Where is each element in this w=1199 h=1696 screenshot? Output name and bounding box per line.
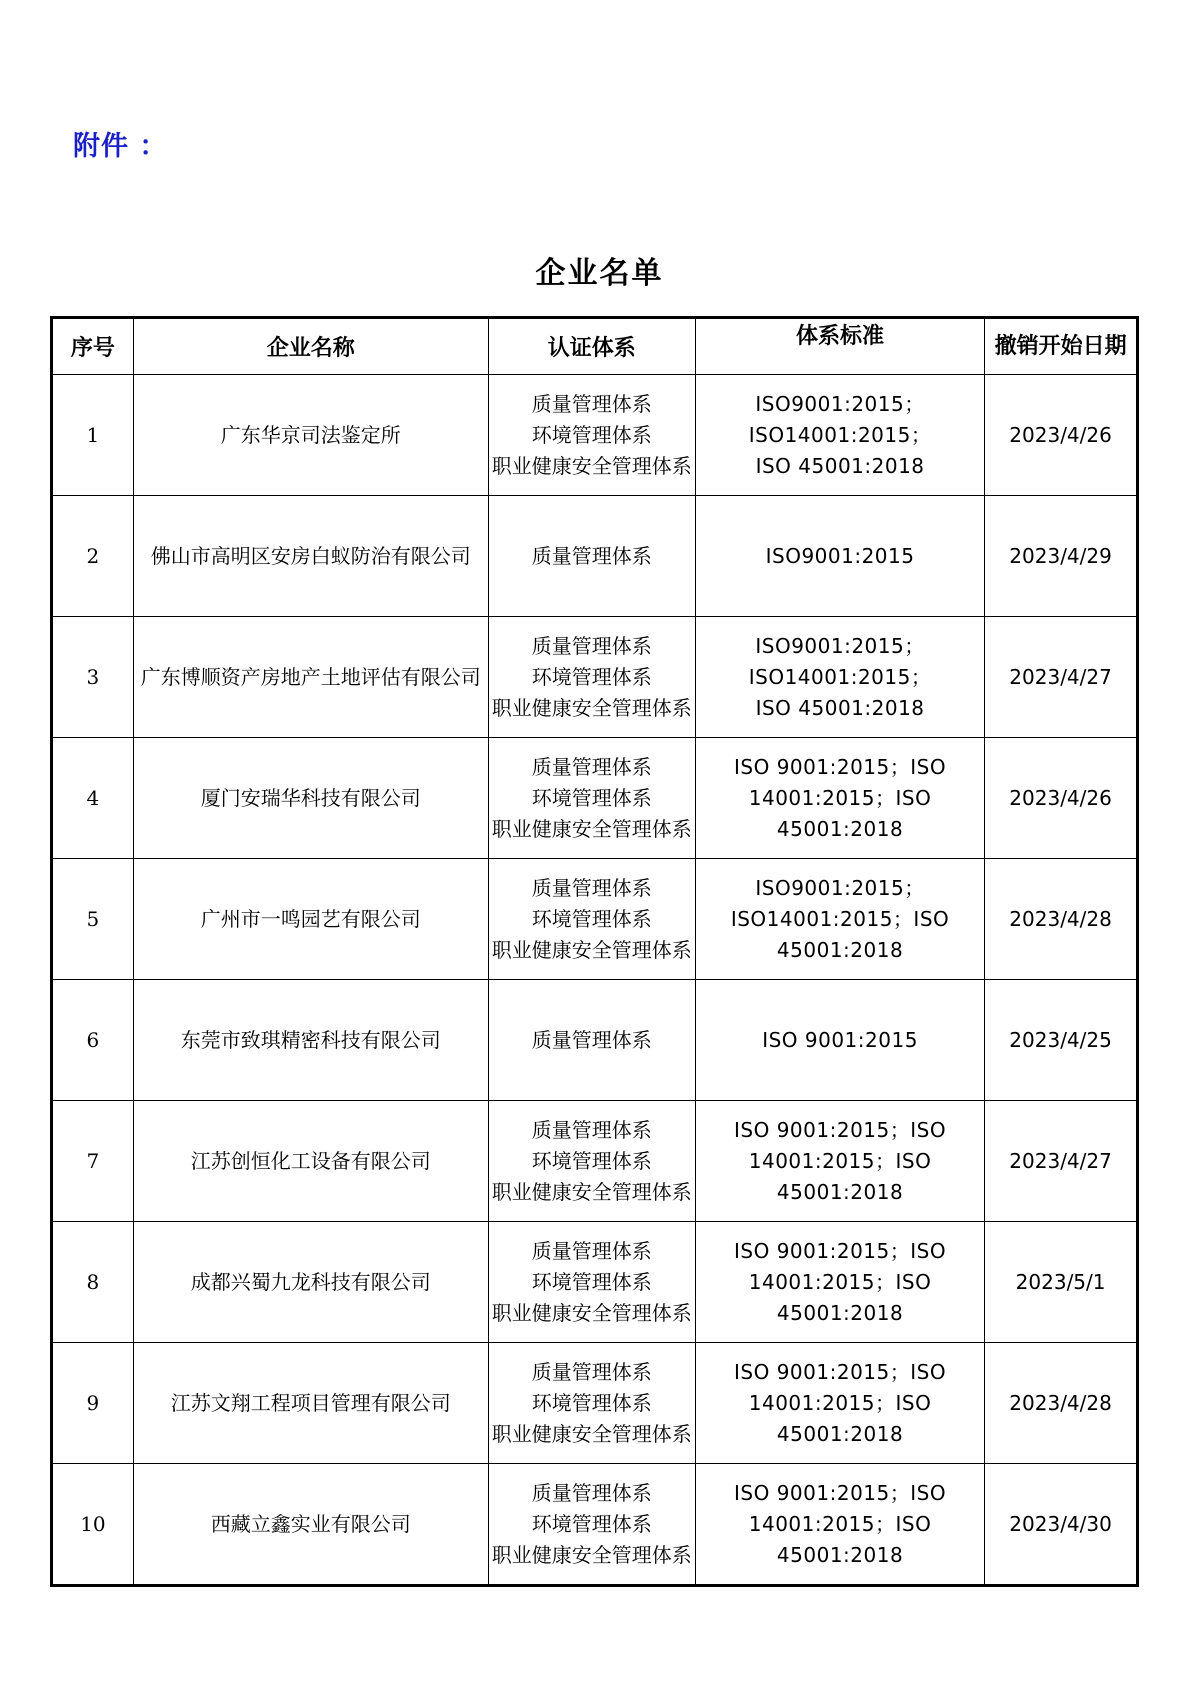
revocation-date-cell: 2023/4/28 bbox=[985, 859, 1138, 980]
attachment-label: 附件 ： bbox=[73, 131, 168, 162]
table-row bbox=[52, 1222, 1138, 1343]
table-row bbox=[52, 1464, 1138, 1586]
table-row bbox=[52, 375, 1138, 496]
system-standard-cell: ISO 9001:2015；ISO 14001:2015；ISO 45001:2018 bbox=[695, 1101, 984, 1222]
header-company: 企业名称 bbox=[133, 318, 488, 375]
table-row bbox=[52, 1343, 1138, 1464]
company-name-cell: 西藏立鑫实业有限公司 bbox=[133, 1464, 488, 1586]
header-system: 认证体系 bbox=[488, 318, 695, 375]
company-table bbox=[50, 316, 1139, 1587]
revocation-date-cell: 2023/4/26 bbox=[985, 738, 1138, 859]
seq-cell: 9 bbox=[52, 1343, 134, 1464]
seq-cell: 3 bbox=[52, 617, 134, 738]
revocation-date-cell: 2023/4/28 bbox=[985, 1343, 1138, 1464]
system-standard-cell: ISO 9001:2015；ISO 14001:2015；ISO 45001:2018 bbox=[695, 1343, 984, 1464]
header-seq: 序号 bbox=[52, 318, 134, 375]
system-standard-cell: ISO9001:2015； ISO14001:2015； ISO 45001:2018 bbox=[695, 375, 984, 496]
company-name-cell: 东莞市致琪精密科技有限公司 bbox=[133, 980, 488, 1101]
certification-system-cell: 质量管理体系 环境管理体系 职业健康安全管理体系 bbox=[488, 617, 695, 738]
company-name-cell: 成都兴蜀九龙科技有限公司 bbox=[133, 1222, 488, 1343]
company-name-cell: 江苏创恒化工设备有限公司 bbox=[133, 1101, 488, 1222]
certification-system-cell: 质量管理体系 环境管理体系 职业健康安全管理体系 bbox=[488, 1101, 695, 1222]
header-date: 撤销开始日期 bbox=[985, 318, 1138, 375]
seq-cell: 7 bbox=[52, 1101, 134, 1222]
system-standard-cell: ISO 9001:2015；ISO 14001:2015；ISO 45001:2018 bbox=[695, 1222, 984, 1343]
header-standard: 体系标准 bbox=[695, 318, 984, 375]
system-standard-cell: ISO 9001:2015；ISO 14001:2015；ISO 45001:2018 bbox=[695, 738, 984, 859]
company-name-cell: 广州市一鸣园艺有限公司 bbox=[133, 859, 488, 980]
page-title: 企业名单 bbox=[535, 256, 664, 291]
certification-system-cell: 质量管理体系 环境管理体系 职业健康安全管理体系 bbox=[488, 859, 695, 980]
seq-cell: 2 bbox=[52, 496, 134, 617]
certification-system-cell: 质量管理体系 环境管理体系 职业健康安全管理体系 bbox=[488, 1464, 695, 1586]
certification-system-cell: 质量管理体系 环境管理体系 职业健康安全管理体系 bbox=[488, 738, 695, 859]
seq-cell: 4 bbox=[52, 738, 134, 859]
table-row bbox=[52, 617, 1138, 738]
company-name-cell: 广东博顺资产房地产土地评估有限公司 bbox=[133, 617, 488, 738]
revocation-date-cell: 2023/4/30 bbox=[985, 1464, 1138, 1586]
seq-cell: 10 bbox=[52, 1464, 134, 1586]
table-row bbox=[52, 980, 1138, 1101]
certification-system-cell: 质量管理体系 bbox=[488, 980, 695, 1101]
seq-cell: 5 bbox=[52, 859, 134, 980]
system-standard-cell: ISO9001:2015； ISO14001:2015；ISO 45001:2018 bbox=[695, 859, 984, 980]
revocation-date-cell: 2023/5/1 bbox=[985, 1222, 1138, 1343]
certification-system-cell: 质量管理体系 环境管理体系 职业健康安全管理体系 bbox=[488, 1343, 695, 1464]
table-row bbox=[52, 859, 1138, 980]
company-name-cell: 江苏文翔工程项目管理有限公司 bbox=[133, 1343, 488, 1464]
system-standard-cell: ISO 9001:2015 bbox=[695, 980, 984, 1101]
table-row bbox=[52, 496, 1138, 617]
revocation-date-cell: 2023/4/26 bbox=[985, 375, 1138, 496]
table-row bbox=[52, 738, 1138, 859]
system-standard-cell: ISO9001:2015 bbox=[695, 496, 984, 617]
certification-system-cell: 质量管理体系 环境管理体系 职业健康安全管理体系 bbox=[488, 375, 695, 496]
table-header-row bbox=[52, 318, 1138, 375]
system-standard-cell: ISO 9001:2015；ISO 14001:2015；ISO 45001:2018 bbox=[695, 1464, 984, 1586]
company-name-cell: 佛山市高明区安房白蚁防治有限公司 bbox=[133, 496, 488, 617]
revocation-date-cell: 2023/4/27 bbox=[985, 1101, 1138, 1222]
system-standard-cell: ISO9001:2015； ISO14001:2015； ISO 45001:2018 bbox=[695, 617, 984, 738]
revocation-date-cell: 2023/4/25 bbox=[985, 980, 1138, 1101]
company-name-cell: 厦门安瑞华科技有限公司 bbox=[133, 738, 488, 859]
seq-cell: 6 bbox=[52, 980, 134, 1101]
certification-system-cell: 质量管理体系 环境管理体系 职业健康安全管理体系 bbox=[488, 1222, 695, 1343]
seq-cell: 1 bbox=[52, 375, 134, 496]
revocation-date-cell: 2023/4/27 bbox=[985, 617, 1138, 738]
table-row bbox=[52, 1101, 1138, 1222]
revocation-date-cell: 2023/4/29 bbox=[985, 496, 1138, 617]
certification-system-cell: 质量管理体系 bbox=[488, 496, 695, 617]
seq-cell: 8 bbox=[52, 1222, 134, 1343]
company-name-cell: 广东华京司法鉴定所 bbox=[133, 375, 488, 496]
